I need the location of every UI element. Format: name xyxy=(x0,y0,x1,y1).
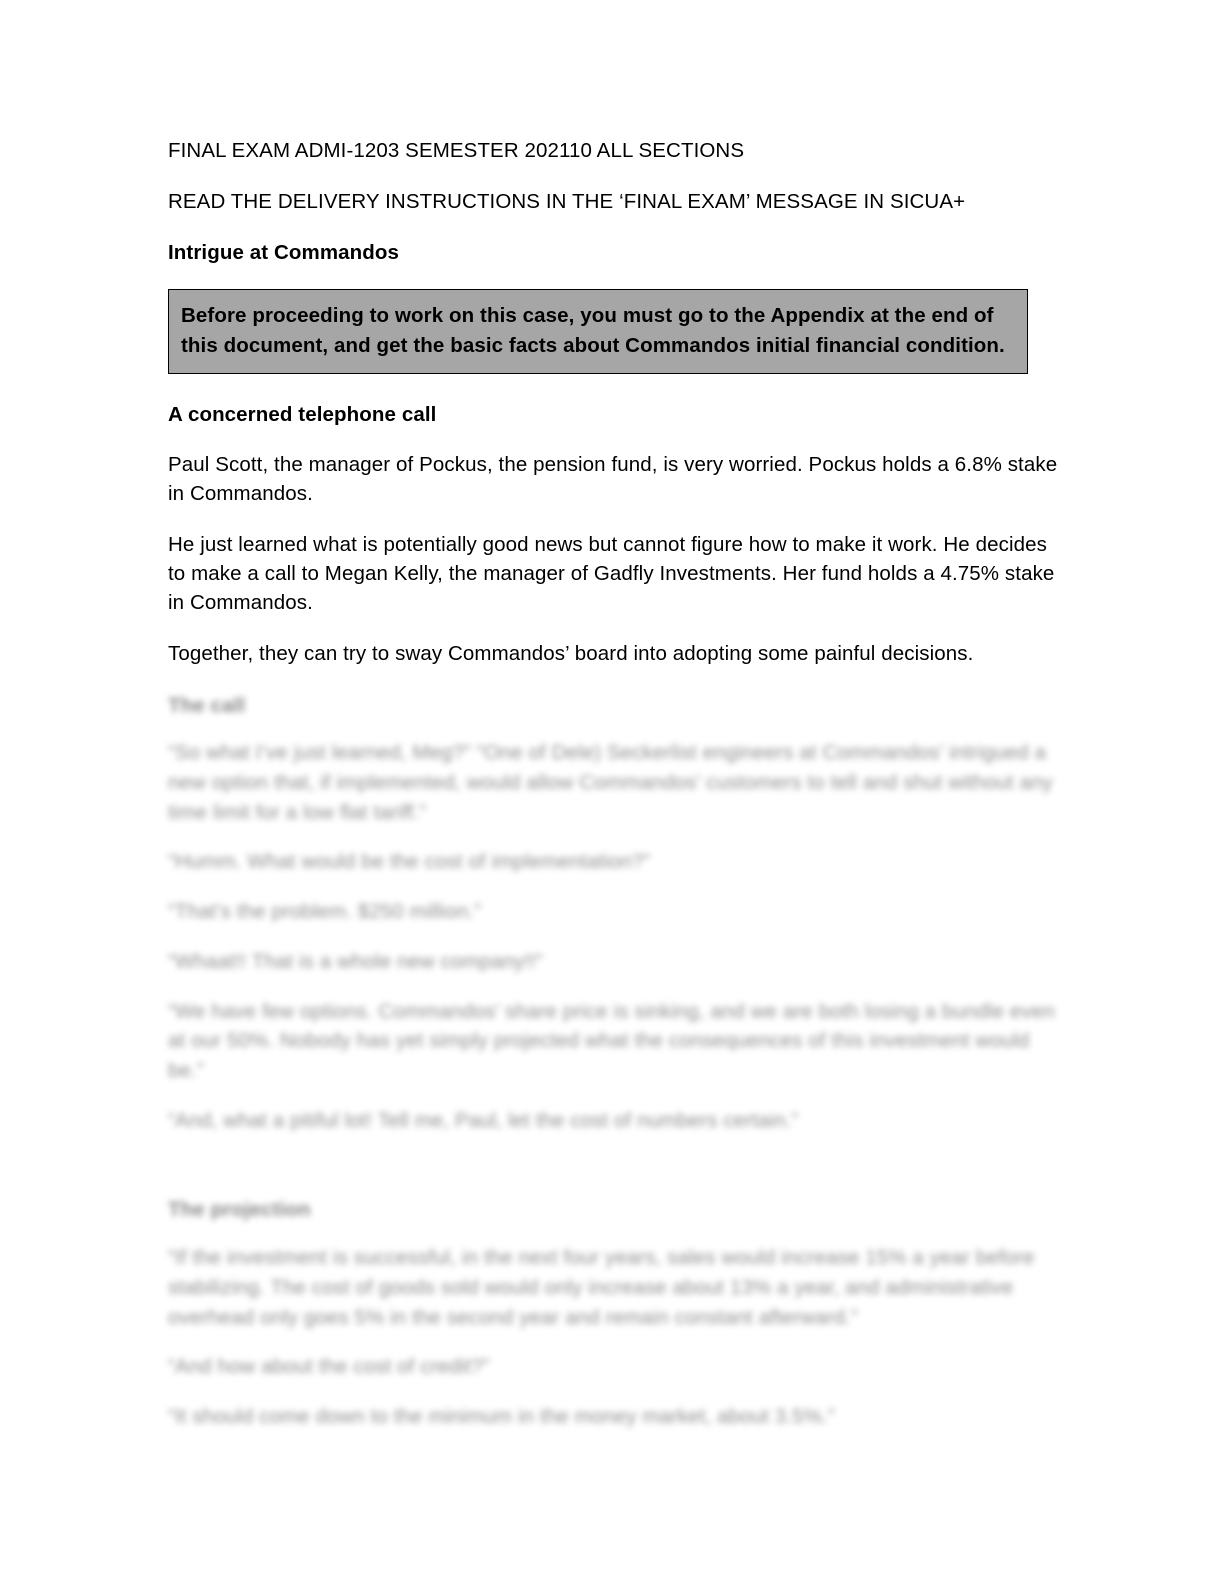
exam-header-line-1: FINAL EXAM ADMI-1203 SEMESTER 202110 ALL SECTIONS xyxy=(168,139,745,162)
paragraph: He just learned what is potentially good news but cannot figure how to make it work. He decides to make a call to Megan Kelly, the manager of Gadfly Investments. Her fund holds a 4.75% stake in Commandos. xyxy=(168,533,1055,615)
paragraph: “We have few options. Commandos’ share price is sinking, and we are both losing a bundle even at our 50%. Nobody has yet simply projected what the consequences of this investment would be.” xyxy=(168,999,1055,1082)
document-title: Intrigue at Commandos xyxy=(168,241,400,265)
section-heading-concerned-call: A concerned telephone call xyxy=(168,402,437,426)
appendix-callout-box xyxy=(168,289,1028,373)
paragraph: Together, they can try to sway Commandos’ board into adopting some painful decisions. xyxy=(168,642,974,666)
exam-header-line-2: READ THE DELIVERY INSTRUCTIONS IN THE ‘FINAL EXAM’ MESSAGE IN SICUA+ xyxy=(168,190,966,214)
document-body xyxy=(168,136,1058,1452)
paragraph: “It should come down to the minimum in the money market, about 3.5%.” xyxy=(168,1405,835,1429)
paragraph: “And how about the cost of credit?” xyxy=(168,1355,490,1379)
blurred-lower-section xyxy=(168,691,1058,1432)
paragraph: “Humm. What would be the cost of implementation?” xyxy=(168,850,651,874)
paragraph: “And, what a pitiful lot! Tell me, Paul, let the cost of numbers certain.” xyxy=(168,1108,799,1132)
section-spacer xyxy=(168,1155,1058,1195)
appendix-callout-text: Before proceeding to work on this case, you must go to the Appendix at the end of this document, and get the basic facts about Commandos initial financial condition. xyxy=(181,304,1005,358)
paragraph: “Whaat!! That is a whole new company!!” xyxy=(168,949,543,973)
paragraph: “So what I’ve just learned, Meg?” “One of Dele) Seckerlist engineers at Commandos’ intrigued a new option that, if implemented, would allow Commandos’ customers to tell and shut without any time limit for a low flat tariff.” xyxy=(168,741,1053,824)
section-heading-the-call: The call xyxy=(168,693,246,717)
section-heading-the-projection: The projection xyxy=(168,1198,311,1222)
paragraph: Paul Scott, the manager of Pockus, the pension fund, is very worried. Pockus holds a 6.8% stake in Commandos. xyxy=(168,452,1058,505)
paragraph: “If the investment is successful, in the next four years, sales would increase 15% a year before stabilizing. The cost of goods sold would only increase about 13% a year, and administrative overhead only goes 5% in the second year and remain constant afterward.” xyxy=(168,1246,1035,1329)
paragraph: “That’s the problem. $250 million.” xyxy=(168,900,482,924)
